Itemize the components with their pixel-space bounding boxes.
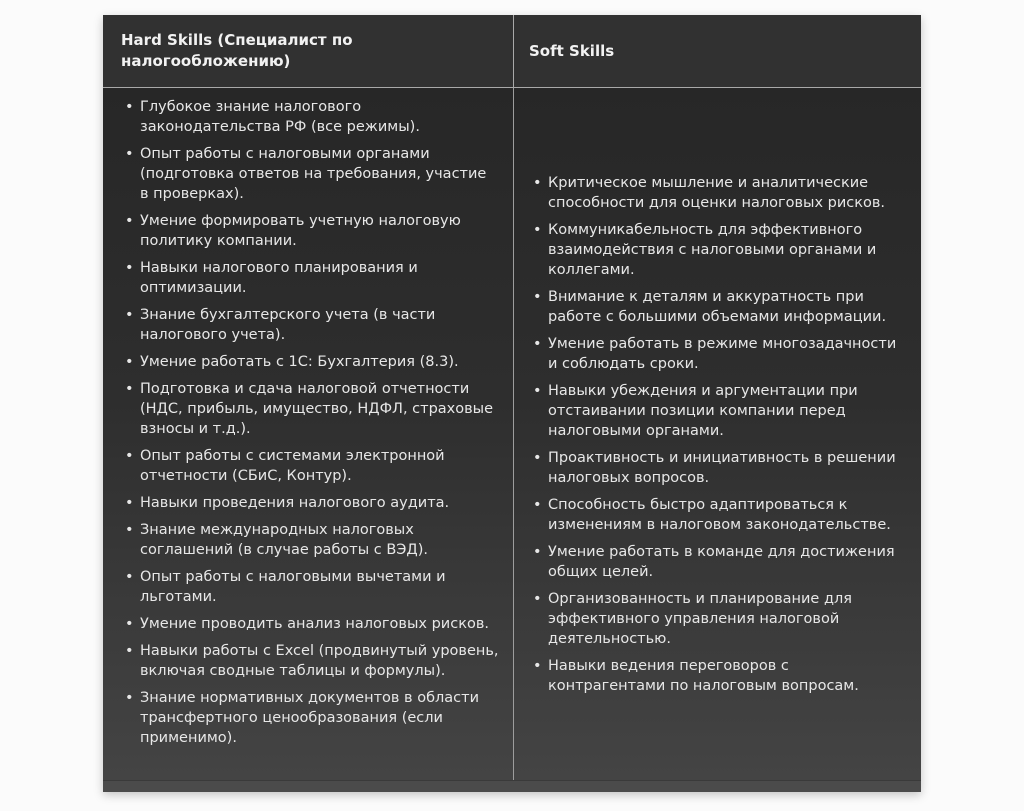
table-header-row [103,15,921,88]
bullet-icon: • [533,382,542,399]
skill-item-text: Умение формировать учетную налоговую политику компании. [140,213,461,249]
skill-item-text: Навыки ведения переговоров с контрагентами по налоговым вопросам. [548,657,859,694]
skills-table [103,15,921,792]
skill-item-text: Навыки проведения налогового аудита. [140,495,450,511]
table-body-row [103,88,921,780]
skill-item-text: Знание международных налоговых соглашений (в случае работы с ВЭД). [140,522,429,558]
skill-item-text: Умение работать с 1С: Бухгалтерия (8.3). [140,354,459,370]
bullet-icon: • [533,590,542,607]
soft-skills-list [513,88,920,780]
skill-item-text: Глубокое знание налогового законодательства РФ (все режимы). [140,99,420,135]
skill-item [125,379,499,439]
skill-item-text: Умение работать в режиме многозадачности и соблюдать сроки. [548,335,897,372]
bullet-icon: • [125,146,134,162]
skill-item [533,381,904,441]
bullet-icon: • [125,213,134,229]
skill-item-text: Навыки убеждения и аргументации при отстаивании позиции компании перед налоговыми органами. [548,382,858,439]
bullet-icon: • [125,643,134,659]
bullet-icon: • [533,288,542,305]
column-header-soft-skills: Soft Skills [513,15,920,87]
table-footer-strip [103,780,921,792]
skill-item-text: Умение проводить анализ налоговых рисков. [140,616,489,632]
skill-item-text: Умение работать в команде для достижения общих целей. [548,543,895,580]
skill-item-text: Внимание к деталям и аккуратность при работе с большими объемами информации. [548,288,887,325]
skill-item-text: Опыт работы с системами электронной отчетности (СБиС, Контур). [140,448,445,484]
skill-item-text: Организованность и планирование для эффективного управления налоговой деятельностью. [548,590,852,647]
bullet-icon: • [125,495,134,511]
skill-item [125,352,499,372]
skill-item-text: Знание нормативных документов в области трансфертного ценообразования (если применимо). [140,690,480,746]
skill-item [533,589,904,649]
bullet-icon: • [533,496,542,513]
skill-item [125,520,499,560]
skill-item-text: Способность быстро адаптироваться к изменениям в налоговом законодательстве. [548,496,891,533]
bullet-icon: • [125,569,134,585]
hard-skills-list [103,88,513,780]
skill-item [125,144,499,204]
skill-item-text: Подготовка и сдача налоговой отчетности (НДС, прибыль, имущество, НДФЛ, страховые взносы и т.д.). [140,381,494,437]
bullet-icon: • [125,99,134,115]
bullet-icon: • [533,174,542,191]
bullet-icon: • [125,381,134,397]
skill-item [125,258,499,298]
bullet-icon: • [533,657,542,674]
skill-item-text: Коммуникабельность для эффективного взаимодействия с налоговыми органами и коллегами. [548,221,877,278]
skill-item-text: Проактивность и инициативность в решении налоговых вопросов. [548,449,896,486]
skill-item-text: Опыт работы с налоговыми органами (подготовка ответов на требования, участие в проверках). [140,146,487,202]
skill-item-text: Навыки работы с Excel (продвинутый уровень, включая сводные таблицы и формулы). [140,643,499,679]
bullet-icon: • [533,221,542,238]
skill-item [533,220,904,280]
skill-item-text: Знание бухгалтерского учета (в части налогового учета). [140,307,436,343]
skill-item-text: Опыт работы с налоговыми вычетами и льготами. [140,569,446,605]
bullet-icon: • [125,354,134,370]
skill-item [125,567,499,607]
skill-item [125,97,499,137]
column-header-hard-skills: Hard Skills (Специалист по налогообложению) [121,31,353,70]
skill-item [125,614,499,634]
bullet-icon: • [533,335,542,352]
skill-item [125,641,499,681]
skill-item [533,542,904,582]
skill-item [125,305,499,345]
skill-item [533,656,904,696]
bullet-icon: • [125,260,134,276]
bullet-icon: • [125,616,134,632]
bullet-icon: • [125,690,134,706]
bullet-icon: • [533,449,542,466]
skill-item [533,173,904,213]
skill-item-text: Критическое мышление и аналитические способности для оценки налоговых рисков. [548,174,886,211]
bullet-icon: • [125,307,134,323]
skill-item [533,334,904,374]
bullet-icon: • [533,543,542,560]
skill-item [125,211,499,251]
skill-item [125,446,499,486]
skill-item [125,493,499,513]
skill-item [533,448,904,488]
bullet-icon: • [125,448,134,464]
skill-item [533,495,904,535]
skill-item-text: Навыки налогового планирования и оптимизации. [140,260,418,296]
skill-item [125,688,499,748]
skill-item [533,287,904,327]
bullet-icon: • [125,522,134,538]
